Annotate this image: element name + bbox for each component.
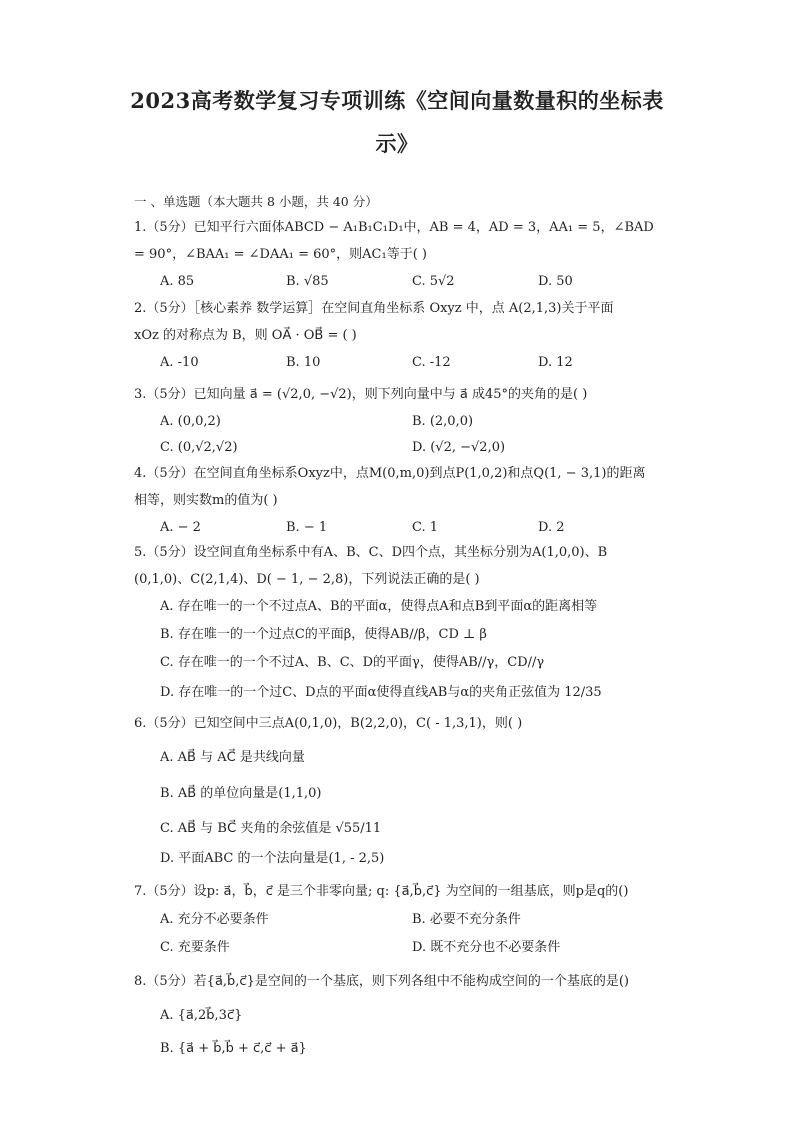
question-3-option-d: D. (√2, −√2,0) xyxy=(412,440,506,455)
question-7-option-a: A. 充分不必要条件 xyxy=(160,912,269,927)
section-heading: 一 、单选题（本大题共 8 小题，共 40 分） xyxy=(134,194,378,209)
question-6-option-c: C. AB⃗ 与 BC⃗ 夹角的余弦值是 √55/11 xyxy=(160,821,382,836)
question-7-option-c: C. 充要条件 xyxy=(160,940,230,955)
question-5-text-cont: (0,1,0)、C(2,1,4)、D( − 1, − 2,8)，下列说法正确的是( ) xyxy=(134,572,480,587)
question-7-text: 7.（5分）设p: a⃗，b⃗，c⃗ 是三个非零向量; q: {a⃗,b⃗,c⃗} 为空间的一组基底，则p是q的() xyxy=(134,884,629,899)
question-1-option-b: B. √85 xyxy=(286,274,329,289)
question-4-option-c: C. 1 xyxy=(412,520,439,535)
question-3-option-a: A. (0,0,2) xyxy=(160,414,221,429)
question-6-option-a: A. AB⃗ 与 AC⃗ 是共线向量 xyxy=(160,750,305,765)
question-1-text-cont: = 90°，∠BAA₁ = ∠DAA₁ = 60°，则AC₁等于( ) xyxy=(134,247,427,262)
question-4-text-cont: 相等，则实数m的值为( ) xyxy=(134,493,278,508)
question-2-text: 2.（5分）［核心素养 数学运算］在空间直角坐标系 Oxyz 中，点 A(2,1,3)关于平面 xyxy=(134,301,614,316)
question-5-option-b: B. 存在唯一的一个过点C的平面β，使得AB//β，CD ⊥ β xyxy=(160,627,487,642)
question-5-text: 5.（5分）设空间直角坐标系中有A、B、C、D四个点，其坐标分别为A(1,0,0)、B xyxy=(134,545,608,560)
question-5-option-c: C. 存在唯一的一个不过A、B、C、D的平面γ，使得AB//γ，CD//γ xyxy=(160,655,545,670)
question-1-text: 1.（5分）已知平行六面体ABCD − A₁B₁C₁D₁中，AB = 4，AD = 3，AA₁ = 5，∠BAD xyxy=(134,220,654,235)
question-4-option-d: D. 2 xyxy=(538,520,565,535)
question-4-text: 4.（5分）在空间直角坐标系Oxyz中，点M(0,m,0)到点P(1,0,2)和点Q(1, − 3,1)的距离 xyxy=(134,466,646,481)
document-title-line2: 示》 xyxy=(375,131,419,156)
question-2-text-cont: xOz 的对称点为 B，则 OA⃗ · OB⃗ = ( ) xyxy=(134,328,357,343)
question-2-option-a: A. -10 xyxy=(160,355,199,370)
question-1-option-a: A. 85 xyxy=(160,274,195,289)
question-7-option-d: D. 既不充分也不必要条件 xyxy=(412,940,561,955)
question-6-option-b: B. AB⃗ 的单位向量是(1,1,0) xyxy=(160,786,322,801)
question-3-text: 3.（5分）已知向量 a⃗ = (√2,0, −√2)，则下列向量中与 a⃗ 成45°的夹角的是( ) xyxy=(134,387,588,402)
question-4-option-b: B. − 1 xyxy=(286,520,328,535)
question-1-option-c: C. 5√2 xyxy=(412,274,455,289)
document-title-line1: 2023高考数学复习专项训练《空间向量数量积的坐标表 xyxy=(130,88,664,113)
question-8-option-b: B. {a⃗ + b⃗,b⃗ + c⃗,c⃗ + a⃗} xyxy=(160,1041,307,1056)
question-8-text: 8.（5分）若{a⃗,b⃗,c⃗}是空间的一个基底，则下列各组中不能构成空间的一个基底的是() xyxy=(134,974,629,989)
question-5-option-d: D. 存在唯一的一个过C、D点的平面α使得直线AB与α的夹角正弦值为 12/35 xyxy=(160,685,602,700)
question-5-option-a: A. 存在唯一的一个不过点A、B的平面α，使得点A和点B到平面α的距离相等 xyxy=(160,599,598,614)
question-3-option-b: B. (2,0,0) xyxy=(412,414,474,429)
question-7-option-b: B. 必要不充分条件 xyxy=(412,912,521,927)
question-4-option-a: A. − 2 xyxy=(160,520,201,535)
question-2-option-d: D. 12 xyxy=(538,355,573,370)
question-6-text: 6.（5分）已知空间中三点A(0,1,0)，B(2,2,0)，C( - 1,3,1)，则( ) xyxy=(134,716,523,731)
question-2-option-c: C. -12 xyxy=(412,355,451,370)
question-2-option-b: B. 10 xyxy=(286,355,321,370)
question-3-option-c: C. (0,√2,√2) xyxy=(160,440,238,455)
question-1-option-d: D. 50 xyxy=(538,274,573,289)
question-8-option-a: A. {a⃗,2b⃗,3c⃗} xyxy=(160,1008,243,1023)
question-6-option-d: D. 平面ABC 的一个法向量是(1, - 2,5) xyxy=(160,851,385,866)
